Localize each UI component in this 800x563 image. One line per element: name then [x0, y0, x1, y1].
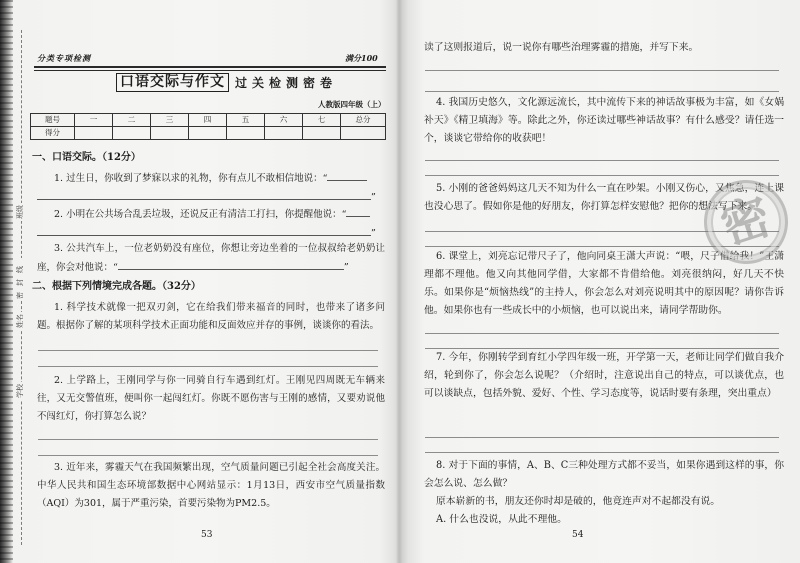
answer-blank: [346, 205, 370, 217]
score-table-col: 总分: [341, 114, 386, 127]
title-main: 口语交际与作文: [116, 73, 229, 92]
answer-line: [425, 70, 779, 71]
seal-label: 密封线: [16, 260, 24, 299]
page-number-left: 53: [201, 530, 213, 540]
series-label: 分类专项检测: [37, 53, 91, 63]
score-table-score-row: [31, 127, 386, 140]
answer-line: [425, 91, 779, 92]
question-2-8-case: 原本崭新的书，朋友还你时却是破的，他竟连声对不起都没有说。: [436, 496, 721, 507]
score-table-col: 二: [113, 114, 151, 127]
score-cell: [189, 127, 227, 140]
answer-line: [425, 175, 779, 176]
answer-line: [425, 452, 779, 453]
answer-line: [38, 439, 378, 440]
answer-blank: [37, 224, 371, 236]
question-text: 3. 公共汽车上，一位老奶奶没有座位，你想让旁边坐着的一位叔叔给老奶奶让座，你会对他说：“: [37, 243, 385, 273]
score-cell: [265, 127, 303, 140]
score-cell: [151, 127, 189, 140]
score-table-row-label: 题号: [31, 114, 75, 127]
score-table-col: 六: [265, 114, 303, 127]
question-text: 1. 过生日，你收到了梦寐以求的礼物，你有点儿不敢相信地说：“: [54, 173, 328, 184]
closing-quote: ”: [371, 228, 376, 239]
edition-label: 人教版四年级（上）: [318, 100, 386, 109]
book-gutter: [396, 0, 402, 563]
score-cell: [341, 127, 386, 140]
answer-line: [38, 455, 378, 456]
question-1-2: [37, 205, 385, 224]
answer-line: [425, 160, 779, 161]
score-table-col: 四: [189, 114, 227, 127]
question-2-8-option-a: A. 什么也没说，从此不理他。: [436, 514, 567, 525]
answer-blank: [37, 188, 371, 200]
answer-line: [38, 366, 378, 367]
page-number-right: 54: [572, 530, 584, 540]
score-table-col: 七: [303, 114, 341, 127]
full-score-label: 满分100: [345, 53, 378, 63]
question-2-2: 2. 上学路上，王刚同学与你一同骑自行车遇到红灯。王刚见四周既无车辆来往，又无交警值班，便叫你一起闯红灯。你既不愿伤害与王刚的感情，又要劝说他不闯红灯，你打算怎么说？: [37, 375, 385, 422]
section-2-title: 二、根据下列情境完成各题。（32分）: [32, 281, 201, 292]
answer-blank: [118, 258, 344, 270]
question-2-8: 8. 对于下面的事情，A、B、C三种处理方式都不妥当，如果你遇到这样的事，你会怎么说、怎么做？: [424, 460, 784, 489]
score-table-col: 一: [75, 114, 113, 127]
question-2-3-prompt: 读了这则报道后，说一说你有哪些治理雾霾的措施，并写下来。: [424, 42, 699, 53]
score-cell: [75, 127, 113, 140]
score-cell: [303, 127, 341, 140]
question-text: 2. 小明在公共场合乱丢垃圾，还说反正有清洁工打扫，你提醒他说：“: [54, 209, 347, 220]
question-2-4: 4. 我国历史悠久，文化源远流长，其中流传下来的神话故事极为丰富，如《女娲补天》《精卫填海》等。除此之外，你还读过哪些神话故事？有什么感受？请任选一个，谈谈它带给你的收获吧！: [424, 97, 784, 144]
class-label: 班级: [16, 205, 24, 219]
question-2-6: 6. 课堂上，刘亮忘记带尺子了，他向同桌王潇大声说：“喂，尺子借给我！”王潇理都不理他。他又向其他同学借，大家都不肯借给他。刘亮很纳闷，好几天不快乐。如果你是“烦恼热线”的主持人，你会怎么对刘亮说明其中的原因呢？请你告诉他。如果你也有一些成长中的小烦恼，也可以说出来，请同学帮助你。: [424, 251, 784, 316]
answer-line: [425, 333, 779, 334]
score-table-col: 三: [151, 114, 189, 127]
title-sub: 过关检测密卷: [235, 75, 338, 90]
question-2-7: 7. 今年，你刚转学到育红小学四年级一班，开学第一天，老师让同学们做自我介绍，轮到你了，你会怎么说呢？（介绍时，注意说出自己的特点，可以谈优点，也可以谈缺点，包括外貌、爱好、个性、学习态度等，说话时要有条理，突出重点）: [424, 352, 784, 399]
question-1-1: [37, 169, 385, 188]
score-table-row-label: 得分: [31, 127, 75, 140]
answer-line: [425, 437, 779, 438]
seal-stamp: 密: [693, 169, 799, 275]
score-table: [30, 113, 386, 140]
closing-quote: ”: [371, 192, 376, 203]
question-2-5: 5. 小刚的爸爸妈妈这几天不知为什么一直在吵架。小刚又伤心，又焦急，连上课也没心思了。假如你是他的好朋友，你打算怎样安慰他？把你的想法写下来。: [424, 183, 784, 212]
closing-quote: ”: [343, 262, 349, 273]
header-rule: [34, 66, 386, 71]
answer-blank: [327, 169, 367, 181]
score-cell: [227, 127, 265, 140]
answer-line: [38, 350, 378, 351]
school-label: 学校: [16, 384, 24, 398]
score-table-header-row: [31, 114, 386, 127]
binding-edge: [0, 0, 13, 563]
question-2-3: 3. 近年来，雾霾天气在我国频繁出现，空气质量问题已引起全社会高度关注。中华人民共和国生态环境部数据中心网站显示：1月13日，西安市空气质量指数（AQI）为301，属于严重污染，首要污染物为PM2.5。: [37, 462, 385, 509]
question-1-3: [37, 240, 385, 277]
question-2-1: 1. 科学技术就像一把双刃剑，它在给我们带来福音的同时，也带来了诸多问题。根据你了解的某项科学技术正面功能和反面效应并存的事例，谈谈你的看法。: [37, 302, 385, 331]
section-1-title: 一、口语交际。（12分）: [32, 152, 141, 163]
page-title: [116, 72, 337, 94]
name-label: 姓名: [16, 314, 24, 328]
score-table-col: 五: [227, 114, 265, 127]
score-cell: [113, 127, 151, 140]
